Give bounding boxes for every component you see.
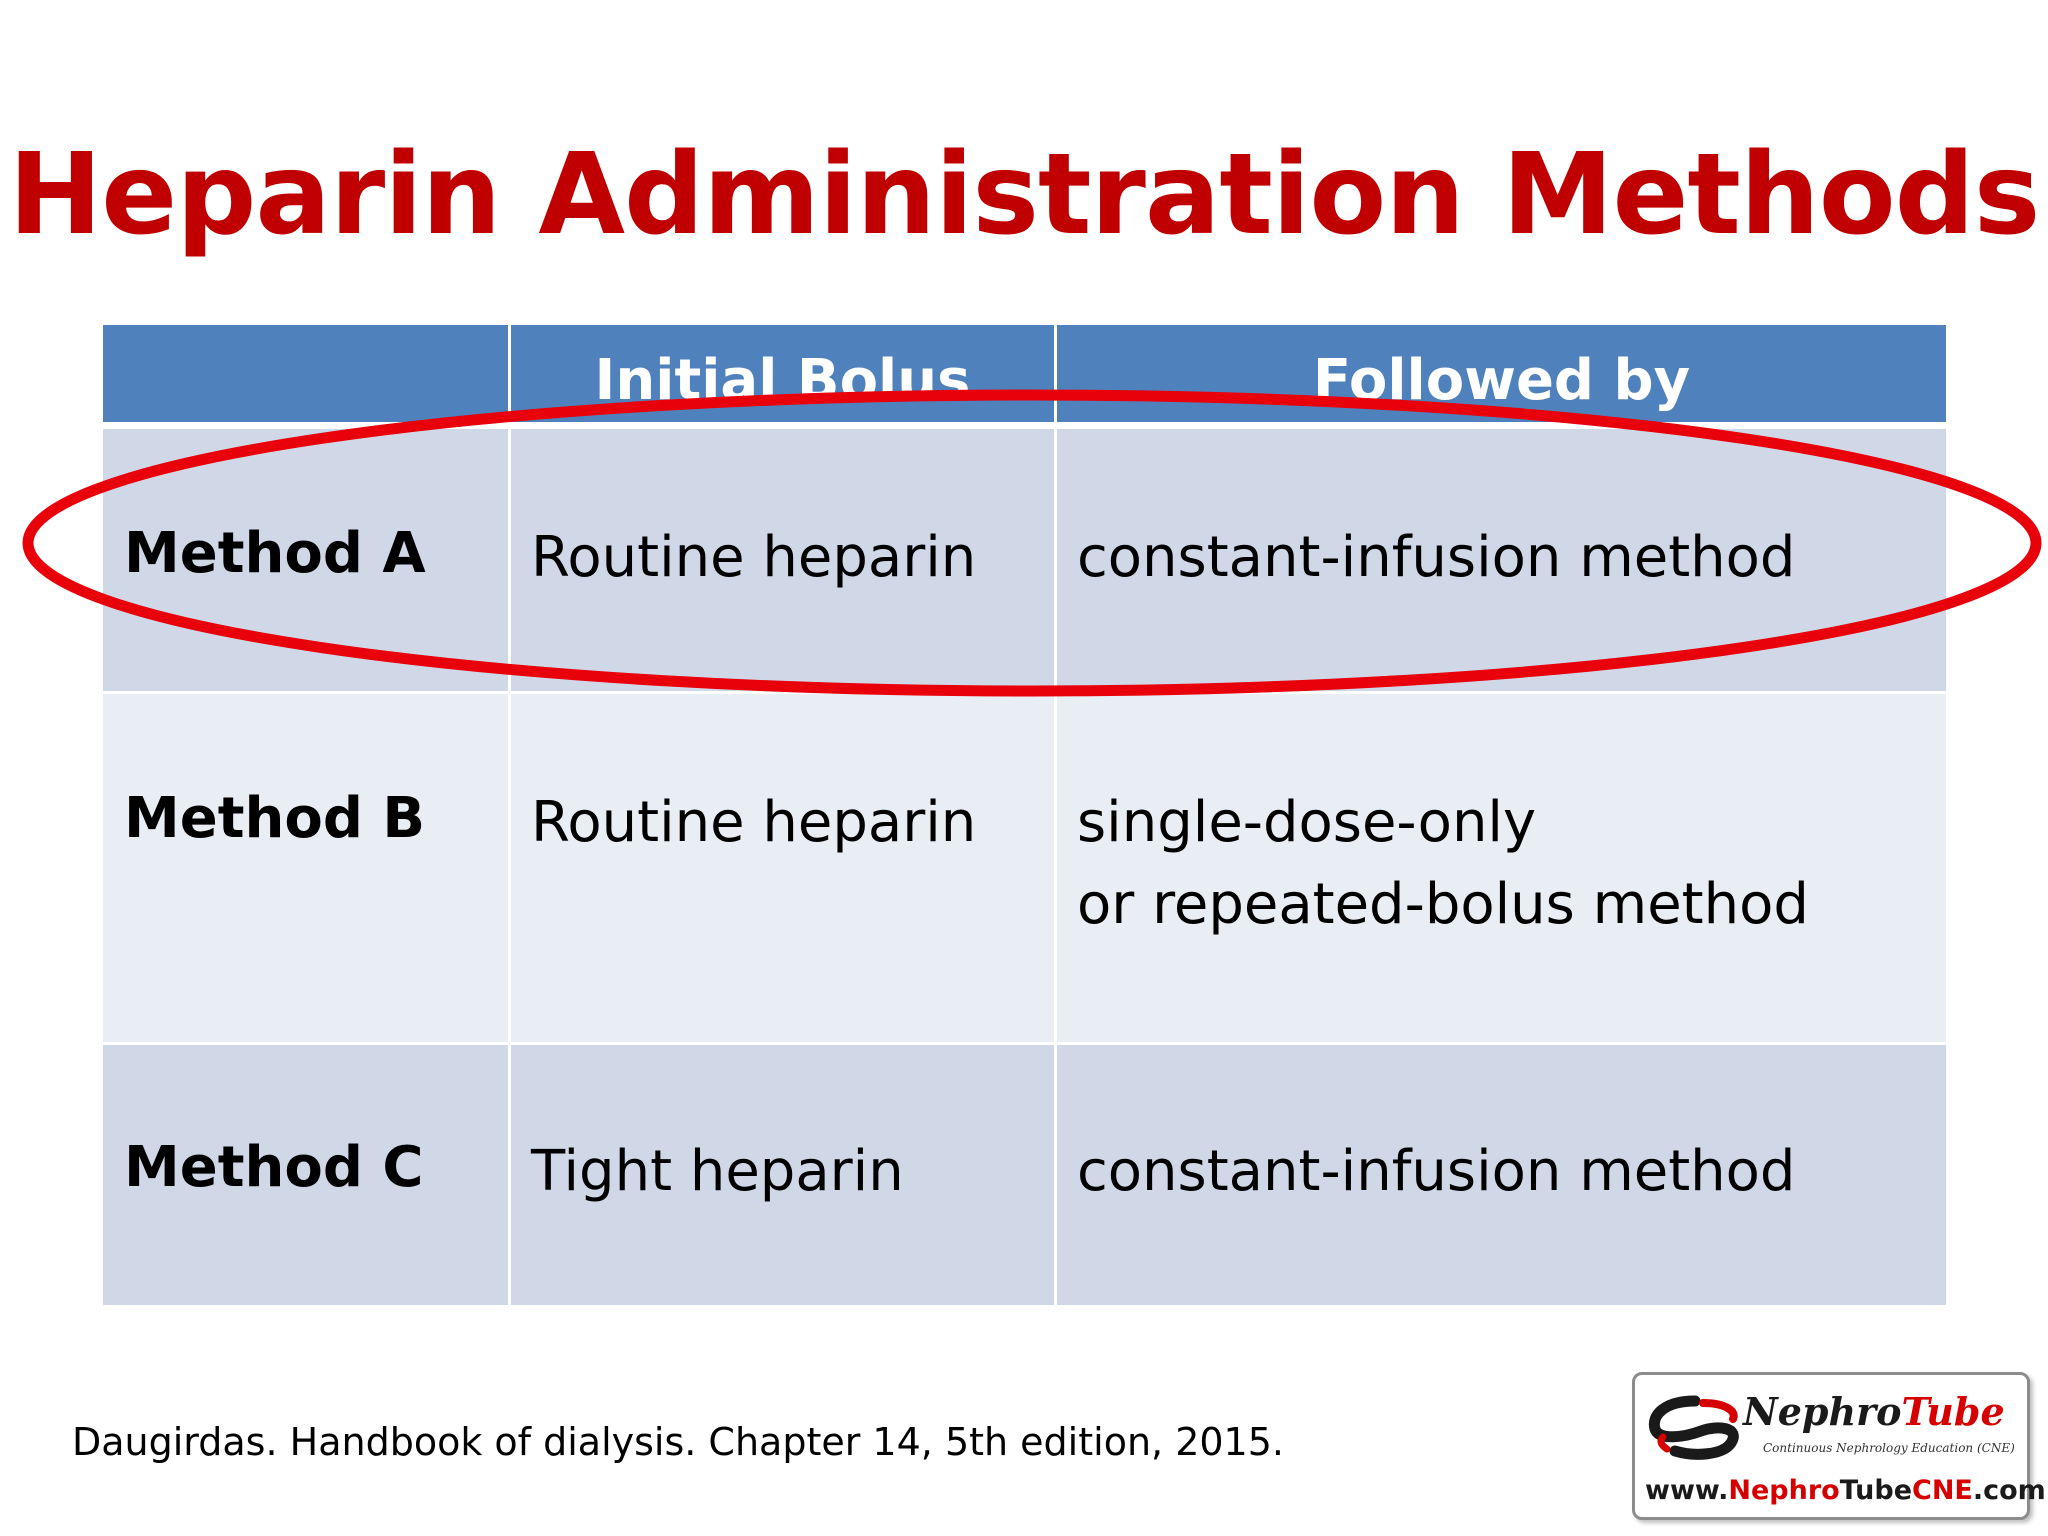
logo-url-part5: .com xyxy=(1972,1475,2046,1506)
initial-bolus-value: Tight heparin xyxy=(531,1139,904,1204)
logo-url-part1: www. xyxy=(1645,1475,1729,1506)
header-cell-initial-bolus xyxy=(511,325,1057,422)
slide-title: Heparin Administration Methods xyxy=(8,130,2040,260)
initial-bolus-cell xyxy=(511,694,1057,1042)
logo-url xyxy=(1645,1475,2046,1506)
followed-by-cell xyxy=(1057,1045,1946,1305)
followed-by-value-line-1: single-dose-only xyxy=(1077,790,1537,855)
table-row xyxy=(103,694,1946,1042)
method-cell xyxy=(103,694,511,1042)
methods-table xyxy=(103,325,1946,1305)
logo-name xyxy=(1743,1389,2005,1434)
citation: Daugirdas. Handbook of dialysis. Chapter 14, 5th edition, 2015. xyxy=(72,1420,1284,1464)
followed-by-value: constant-infusion method xyxy=(1077,525,1796,590)
initial-bolus-cell xyxy=(511,429,1057,691)
followed-by-cell xyxy=(1057,694,1946,1042)
logo-url-part3: Tube xyxy=(1839,1475,1913,1506)
followed-by-value: constant-infusion method xyxy=(1077,1139,1796,1204)
table-header-row xyxy=(103,325,1946,422)
logo-url-part4: CNE xyxy=(1912,1475,1973,1506)
followed-by-cell xyxy=(1057,429,1946,691)
logo-name-part1: Nephro xyxy=(1743,1389,1902,1434)
method-cell xyxy=(103,429,511,691)
logo-subtitle: Continuous Nephrology Education (CNE) xyxy=(1763,1441,2015,1455)
method-label: Method C xyxy=(124,1135,424,1200)
method-cell xyxy=(103,1045,511,1305)
header-cell-empty xyxy=(103,325,511,422)
swirl-logo-icon xyxy=(1645,1393,1749,1463)
initial-bolus-cell xyxy=(511,1045,1057,1305)
logo-name-part2: Tube xyxy=(1901,1389,2005,1434)
initial-bolus-value: Routine heparin xyxy=(531,525,977,590)
table-row xyxy=(103,1045,1946,1305)
logo-url-part2: Nephro xyxy=(1728,1475,1840,1506)
header-cell-followed-by xyxy=(1057,325,1946,422)
table-row xyxy=(103,429,1946,691)
method-label: Method B xyxy=(124,786,426,851)
nephrotube-logo xyxy=(1632,1372,2046,1520)
followed-by-value-line-2: or repeated-bolus method xyxy=(1077,872,1809,937)
method-label: Method A xyxy=(124,521,426,586)
header-label: Initial Bolus xyxy=(594,348,971,413)
initial-bolus-value: Routine heparin xyxy=(531,790,977,855)
header-label: Followed by xyxy=(1312,348,1691,413)
